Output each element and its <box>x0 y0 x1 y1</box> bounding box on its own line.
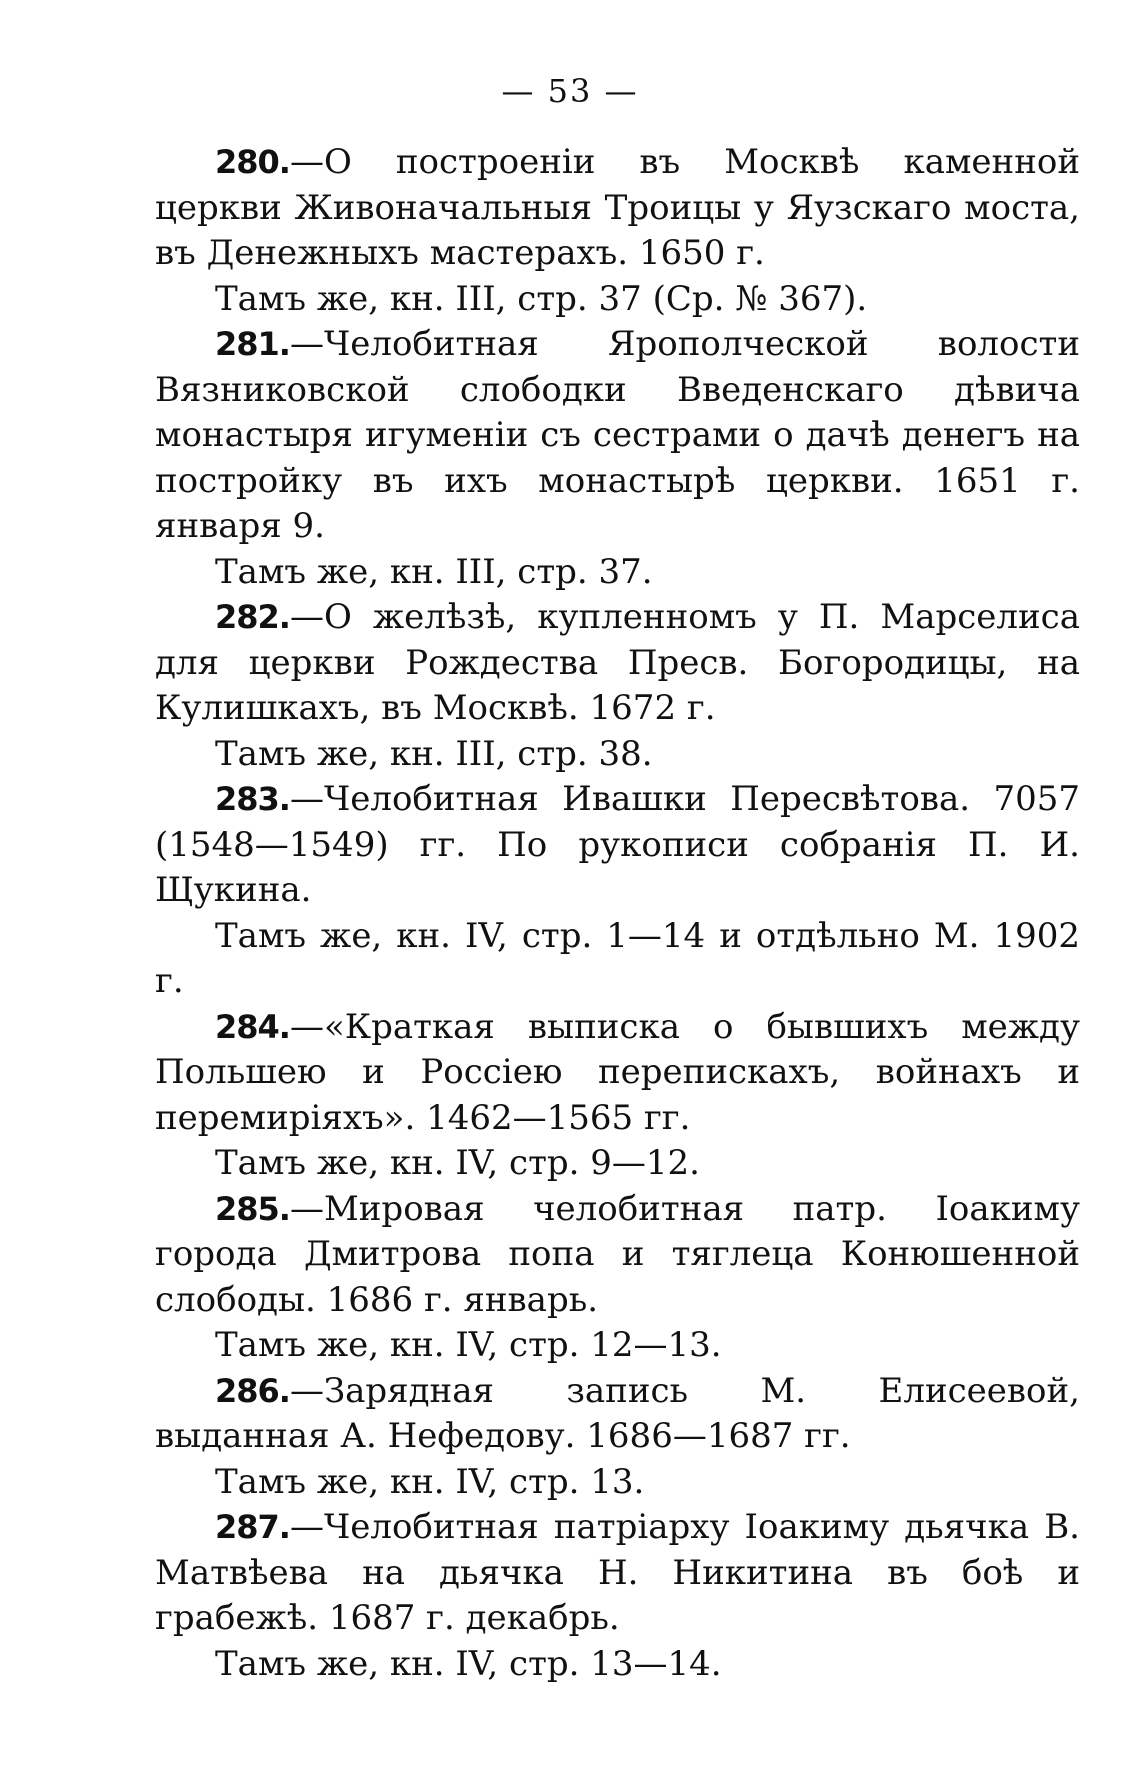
entry-reference: Тамъ же, кн. IV, стр. 1—14 и отдѣльно М. 1902 г. <box>155 915 1080 1001</box>
entry-number: 280. <box>215 143 290 181</box>
entry-reference: Тамъ же, кн. IV, стр. 13—14. <box>215 1643 722 1684</box>
entry-number: 285. <box>215 1189 290 1228</box>
entry-reference: Тамъ же, кн. IV, стр. 13. <box>215 1461 645 1502</box>
entry-reference: Тамъ же, кн. IV, стр. 9—12. <box>215 1143 700 1183</box>
entry-281 <box>155 322 1080 595</box>
entry-number: 287. <box>215 1508 290 1546</box>
entry-text <box>155 1187 1080 1324</box>
entry-text <box>155 322 1080 550</box>
entry-reference: Тамъ же, кн. IV, стр. 12—13. <box>215 1325 722 1365</box>
entry-number: 284. <box>215 1007 290 1046</box>
entry-text <box>155 1369 1080 1460</box>
entry-text <box>155 1005 1080 1142</box>
entry-text <box>155 1505 1080 1642</box>
entry-description: —Зарядная запись М. Елисеевой, выданная А. Нефедову. 1686—1687 гг. <box>155 1370 1080 1456</box>
entry-text <box>155 777 1080 914</box>
entry-description: —Челобитная Ивашки Пересвѣтова. 7057 (1548—1549) гг. По рукописи собранiя П. И. Щукина. <box>155 779 1080 910</box>
page-number: — 53 — <box>501 72 639 110</box>
entry-285 <box>155 1187 1080 1369</box>
entry-reference: Тамъ же, кн. III, стр. 37. <box>215 551 653 592</box>
text-body <box>155 140 1080 1687</box>
entry-282 <box>155 595 1080 777</box>
entry-description: —О желѣзѣ, купленномъ у П. Марселиса для церкви Рождества Пресв. Богородицы, на Кулишкахъ, въ Москвѣ. 1672 г. <box>155 597 1080 728</box>
entry-reference: Тамъ же, кн. III, стр. 37 (Ср. № 367). <box>215 278 868 319</box>
entry-number: 286. <box>215 1371 290 1410</box>
entry-description: —Мировая челобитная патр. Іоакиму города Дмитрова попа и тяглеца Конюшенной слободы. 1686 г. январь. <box>155 1188 1080 1320</box>
entry-description: —О построенiи въ Москвѣ каменной церкви Живоначальныя Троицы у Яузскаго моста, въ Денежныхъ мастерахъ. 1650 г. <box>155 142 1080 273</box>
entry-280 <box>155 140 1080 322</box>
entry-description: —«Краткая выписка о бывшихъ между Польшею и Россiею перепискахъ, войнахъ и перемирiяхъ». 1462—1565 гг. <box>155 1006 1080 1138</box>
entry-284 <box>155 1005 1080 1187</box>
entry-description: —Челобитная Ярополческой волости Вязниковской слободки Введенскаго дѣвича монастыря игуменiи съ сестрами о дачѣ денегъ на постройку въ ихъ монастырѣ церкви. 1651 г. января 9. <box>155 324 1080 546</box>
entry-description: —Челобитная патрiарху Іоакиму дьячка В. Матвѣева на дьячка Н. Никитина въ боѣ и грабежѣ. 1687 г. декабрь. <box>155 1507 1080 1638</box>
entry-reference: Тамъ же, кн. III, стр. 38. <box>215 733 653 774</box>
entry-number: 283. <box>215 780 290 818</box>
entry-text <box>155 595 1080 732</box>
entry-text <box>155 140 1080 277</box>
entry-286 <box>155 1369 1080 1506</box>
entry-283 <box>155 777 1080 1005</box>
entry-287 <box>155 1505 1080 1687</box>
entry-number: 282. <box>215 598 290 636</box>
entry-number: 281. <box>215 325 290 363</box>
